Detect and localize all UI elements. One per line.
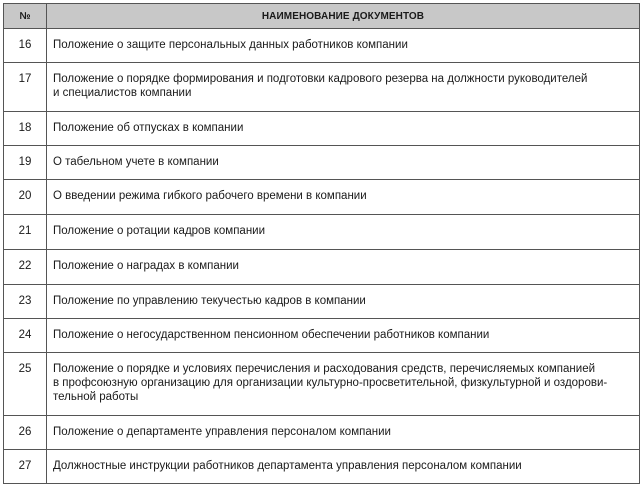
- row-number: 27: [4, 450, 47, 484]
- table-row: [4, 416, 640, 450]
- documents-table: [3, 3, 640, 484]
- document-name: Положение о департаменте управления персоналом компании: [47, 416, 640, 450]
- document-name: Положение о негосударственном пенсионном обеспечении работников компании: [47, 319, 640, 353]
- table-row: [4, 450, 640, 484]
- row-number: 18: [4, 112, 47, 146]
- document-name: Положение по управлению текучестью кадров в компании: [47, 285, 640, 319]
- document-name: Положение о порядке и условиях перечисления и расходования средств, перечисляемых компанией в профсоюзную организацию для организации культурно-просветительной, физкультурной и оздорови- тельной работы: [47, 353, 640, 416]
- document-name: О табельном учете в компании: [47, 146, 640, 180]
- row-number: 23: [4, 285, 47, 319]
- document-name: Положение о порядке формирования и подготовки кадрового резерва на должности руководителей и специалистов компании: [47, 63, 640, 112]
- header-number: №: [4, 4, 47, 29]
- row-number: 21: [4, 215, 47, 250]
- table-row: [4, 180, 640, 215]
- row-number: 17: [4, 63, 47, 112]
- table-header-row: [4, 4, 640, 29]
- table-row: [4, 353, 640, 416]
- row-number: 22: [4, 250, 47, 285]
- row-number: 16: [4, 29, 47, 63]
- document-name: Положение о защите персональных данных работников компании: [47, 29, 640, 63]
- row-number: 20: [4, 180, 47, 215]
- table-row: [4, 319, 640, 353]
- table-row: [4, 29, 640, 63]
- document-name: Должностные инструкции работников департамента управления персоналом компании: [47, 450, 640, 484]
- header-document-name: НАИМЕНОВАНИЕ ДОКУМЕНТОВ: [47, 4, 640, 29]
- table-row: [4, 215, 640, 250]
- row-number: 24: [4, 319, 47, 353]
- row-number: 19: [4, 146, 47, 180]
- table-row: [4, 146, 640, 180]
- table-row: [4, 285, 640, 319]
- document-name: Положение о наградах в компании: [47, 250, 640, 285]
- document-name: Положение об отпусках в компании: [47, 112, 640, 146]
- table-row: [4, 250, 640, 285]
- row-number: 26: [4, 416, 47, 450]
- document-name: О введении режима гибкого рабочего времени в компании: [47, 180, 640, 215]
- table-row: [4, 63, 640, 112]
- table-row: [4, 112, 640, 146]
- row-number: 25: [4, 353, 47, 416]
- document-name: Положение о ротации кадров компании: [47, 215, 640, 250]
